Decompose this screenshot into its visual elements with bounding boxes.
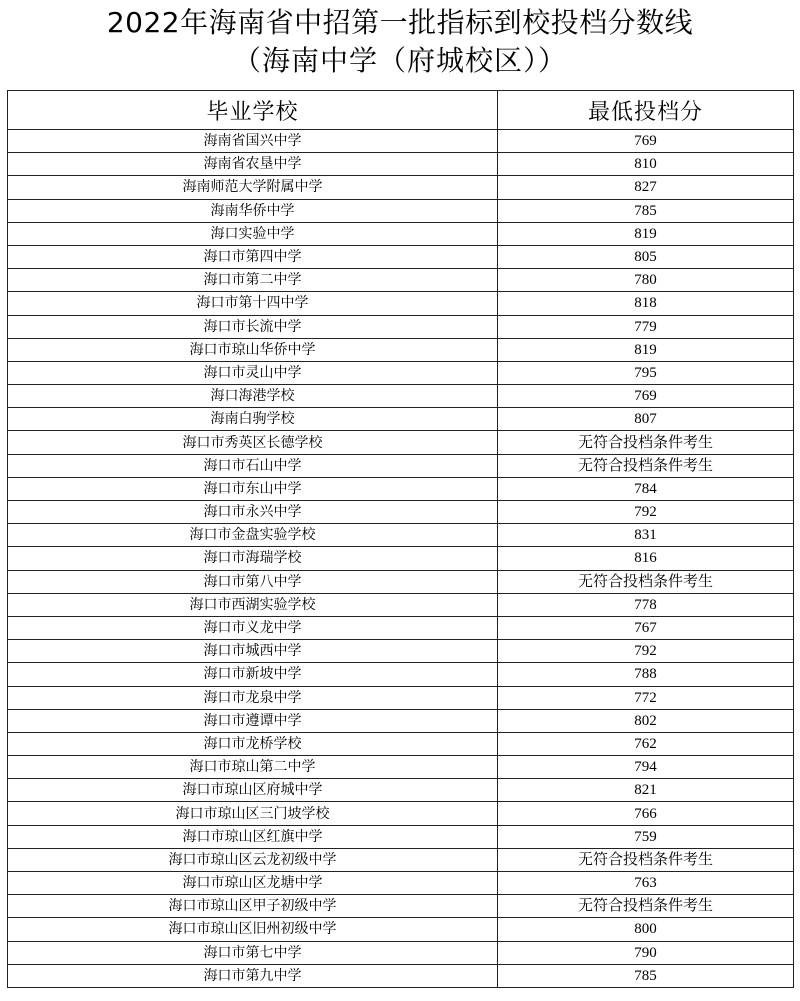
min-score-cell: 818 xyxy=(498,292,794,315)
table-row xyxy=(8,408,794,431)
table-row xyxy=(8,663,794,686)
school-name-cell: 海口市龙泉中学 xyxy=(8,686,498,709)
min-score-cell: 无符合投档条件考生 xyxy=(498,848,794,871)
table-row xyxy=(8,941,794,964)
table-row xyxy=(8,825,794,848)
school-name-cell: 海南师范大学附属中学 xyxy=(8,176,498,199)
table-body xyxy=(8,130,794,988)
table-row xyxy=(8,477,794,500)
min-score-cell: 779 xyxy=(498,315,794,338)
title-line-2: （海南中学（府城校区）） xyxy=(232,44,567,77)
table-row xyxy=(8,964,794,987)
school-name-cell: 海口市琼山区三门坡学校 xyxy=(8,802,498,825)
min-score-cell: 788 xyxy=(498,663,794,686)
table-row xyxy=(8,385,794,408)
min-score-cell: 769 xyxy=(498,130,794,153)
table-row xyxy=(8,547,794,570)
school-name-cell: 海口市第十四中学 xyxy=(8,292,498,315)
table-row xyxy=(8,779,794,802)
min-score-cell: 794 xyxy=(498,756,794,779)
table-row xyxy=(8,895,794,918)
min-score-cell: 无符合投档条件考生 xyxy=(498,454,794,477)
school-name-cell: 海口市城西中学 xyxy=(8,640,498,663)
school-name-cell: 海口市琼山区红旗中学 xyxy=(8,825,498,848)
table-row xyxy=(8,292,794,315)
school-name-cell: 海口市琼山区云龙初级中学 xyxy=(8,848,498,871)
table-row xyxy=(8,501,794,524)
column-header-score: 最低投档分 xyxy=(498,91,794,130)
school-name-cell: 海口市东山中学 xyxy=(8,477,498,500)
table-row xyxy=(8,848,794,871)
school-name-cell: 海口实验中学 xyxy=(8,222,498,245)
table-row xyxy=(8,686,794,709)
min-score-cell: 831 xyxy=(498,524,794,547)
min-score-cell: 792 xyxy=(498,640,794,663)
school-name-cell: 海口市义龙中学 xyxy=(8,616,498,639)
table-row xyxy=(8,130,794,153)
table-row xyxy=(8,732,794,755)
min-score-cell: 无符合投档条件考生 xyxy=(498,570,794,593)
min-score-cell: 769 xyxy=(498,385,794,408)
school-name-cell: 海口市永兴中学 xyxy=(8,501,498,524)
table-row xyxy=(8,918,794,941)
table-row xyxy=(8,222,794,245)
table-row xyxy=(8,338,794,361)
table-row xyxy=(8,269,794,292)
min-score-cell: 805 xyxy=(498,245,794,268)
school-name-cell: 海口市琼山区甲子初级中学 xyxy=(8,895,498,918)
school-name-cell: 海南省农垦中学 xyxy=(8,153,498,176)
table-row xyxy=(8,640,794,663)
min-score-cell: 759 xyxy=(498,825,794,848)
min-score-cell: 816 xyxy=(498,547,794,570)
school-name-cell: 海口市琼山区龙塘中学 xyxy=(8,872,498,895)
min-score-cell: 819 xyxy=(498,338,794,361)
min-score-cell: 无符合投档条件考生 xyxy=(498,431,794,454)
title-line-1: 2022年海南省中招第一批指标到校投档分数线 xyxy=(106,6,694,39)
min-score-cell: 766 xyxy=(498,802,794,825)
min-score-cell: 无符合投档条件考生 xyxy=(498,895,794,918)
min-score-cell: 807 xyxy=(498,408,794,431)
table-row xyxy=(8,315,794,338)
min-score-cell: 792 xyxy=(498,501,794,524)
school-name-cell: 海口市第八中学 xyxy=(8,570,498,593)
school-name-cell: 海口市第九中学 xyxy=(8,964,498,987)
min-score-cell: 790 xyxy=(498,941,794,964)
table-row xyxy=(8,616,794,639)
min-score-cell: 821 xyxy=(498,779,794,802)
school-name-cell: 海口市琼山第二中学 xyxy=(8,756,498,779)
table-row xyxy=(8,199,794,222)
min-score-cell: 795 xyxy=(498,361,794,384)
school-name-cell: 海口市西湖实验学校 xyxy=(8,593,498,616)
min-score-cell: 802 xyxy=(498,709,794,732)
school-name-cell: 海南华侨中学 xyxy=(8,199,498,222)
school-name-cell: 海口市第七中学 xyxy=(8,941,498,964)
min-score-cell: 778 xyxy=(498,593,794,616)
school-name-cell: 海口市石山中学 xyxy=(8,454,498,477)
school-name-cell: 海口市龙桥学校 xyxy=(8,732,498,755)
table-row xyxy=(8,524,794,547)
min-score-cell: 772 xyxy=(498,686,794,709)
table-row xyxy=(8,153,794,176)
min-score-cell: 785 xyxy=(498,964,794,987)
table-header-row xyxy=(8,91,794,130)
school-name-cell: 海口市金盘实验学校 xyxy=(8,524,498,547)
table-row xyxy=(8,802,794,825)
min-score-cell: 763 xyxy=(498,872,794,895)
score-table xyxy=(7,90,794,988)
school-name-cell: 海口市琼山区旧州初级中学 xyxy=(8,918,498,941)
school-name-cell: 海口海港学校 xyxy=(8,385,498,408)
table-row xyxy=(8,593,794,616)
table-row xyxy=(8,361,794,384)
school-name-cell: 海口市秀英区长德学校 xyxy=(8,431,498,454)
table-row xyxy=(8,245,794,268)
table-row xyxy=(8,454,794,477)
table-row xyxy=(8,570,794,593)
school-name-cell: 海口市琼山区府城中学 xyxy=(8,779,498,802)
school-name-cell: 海口市海瑞学校 xyxy=(8,547,498,570)
school-name-cell: 海口市新坡中学 xyxy=(8,663,498,686)
table-row xyxy=(8,176,794,199)
table-row xyxy=(8,431,794,454)
school-name-cell: 海口市琼山华侨中学 xyxy=(8,338,498,361)
min-score-cell: 819 xyxy=(498,222,794,245)
table-row xyxy=(8,709,794,732)
min-score-cell: 810 xyxy=(498,153,794,176)
school-name-cell: 海口市第四中学 xyxy=(8,245,498,268)
min-score-cell: 827 xyxy=(498,176,794,199)
school-name-cell: 海口市遵谭中学 xyxy=(8,709,498,732)
min-score-cell: 784 xyxy=(498,477,794,500)
school-name-cell: 海南白驹学校 xyxy=(8,408,498,431)
school-name-cell: 海口市第二中学 xyxy=(8,269,498,292)
column-header-school: 毕业学校 xyxy=(8,91,498,130)
min-score-cell: 780 xyxy=(498,269,794,292)
school-name-cell: 海口市灵山中学 xyxy=(8,361,498,384)
school-name-cell: 海南省国兴中学 xyxy=(8,130,498,153)
school-name-cell: 海口市长流中学 xyxy=(8,315,498,338)
min-score-cell: 800 xyxy=(498,918,794,941)
min-score-cell: 767 xyxy=(498,616,794,639)
table-row xyxy=(8,872,794,895)
min-score-cell: 762 xyxy=(498,732,794,755)
min-score-cell: 785 xyxy=(498,199,794,222)
page-title xyxy=(0,0,800,90)
table-row xyxy=(8,756,794,779)
